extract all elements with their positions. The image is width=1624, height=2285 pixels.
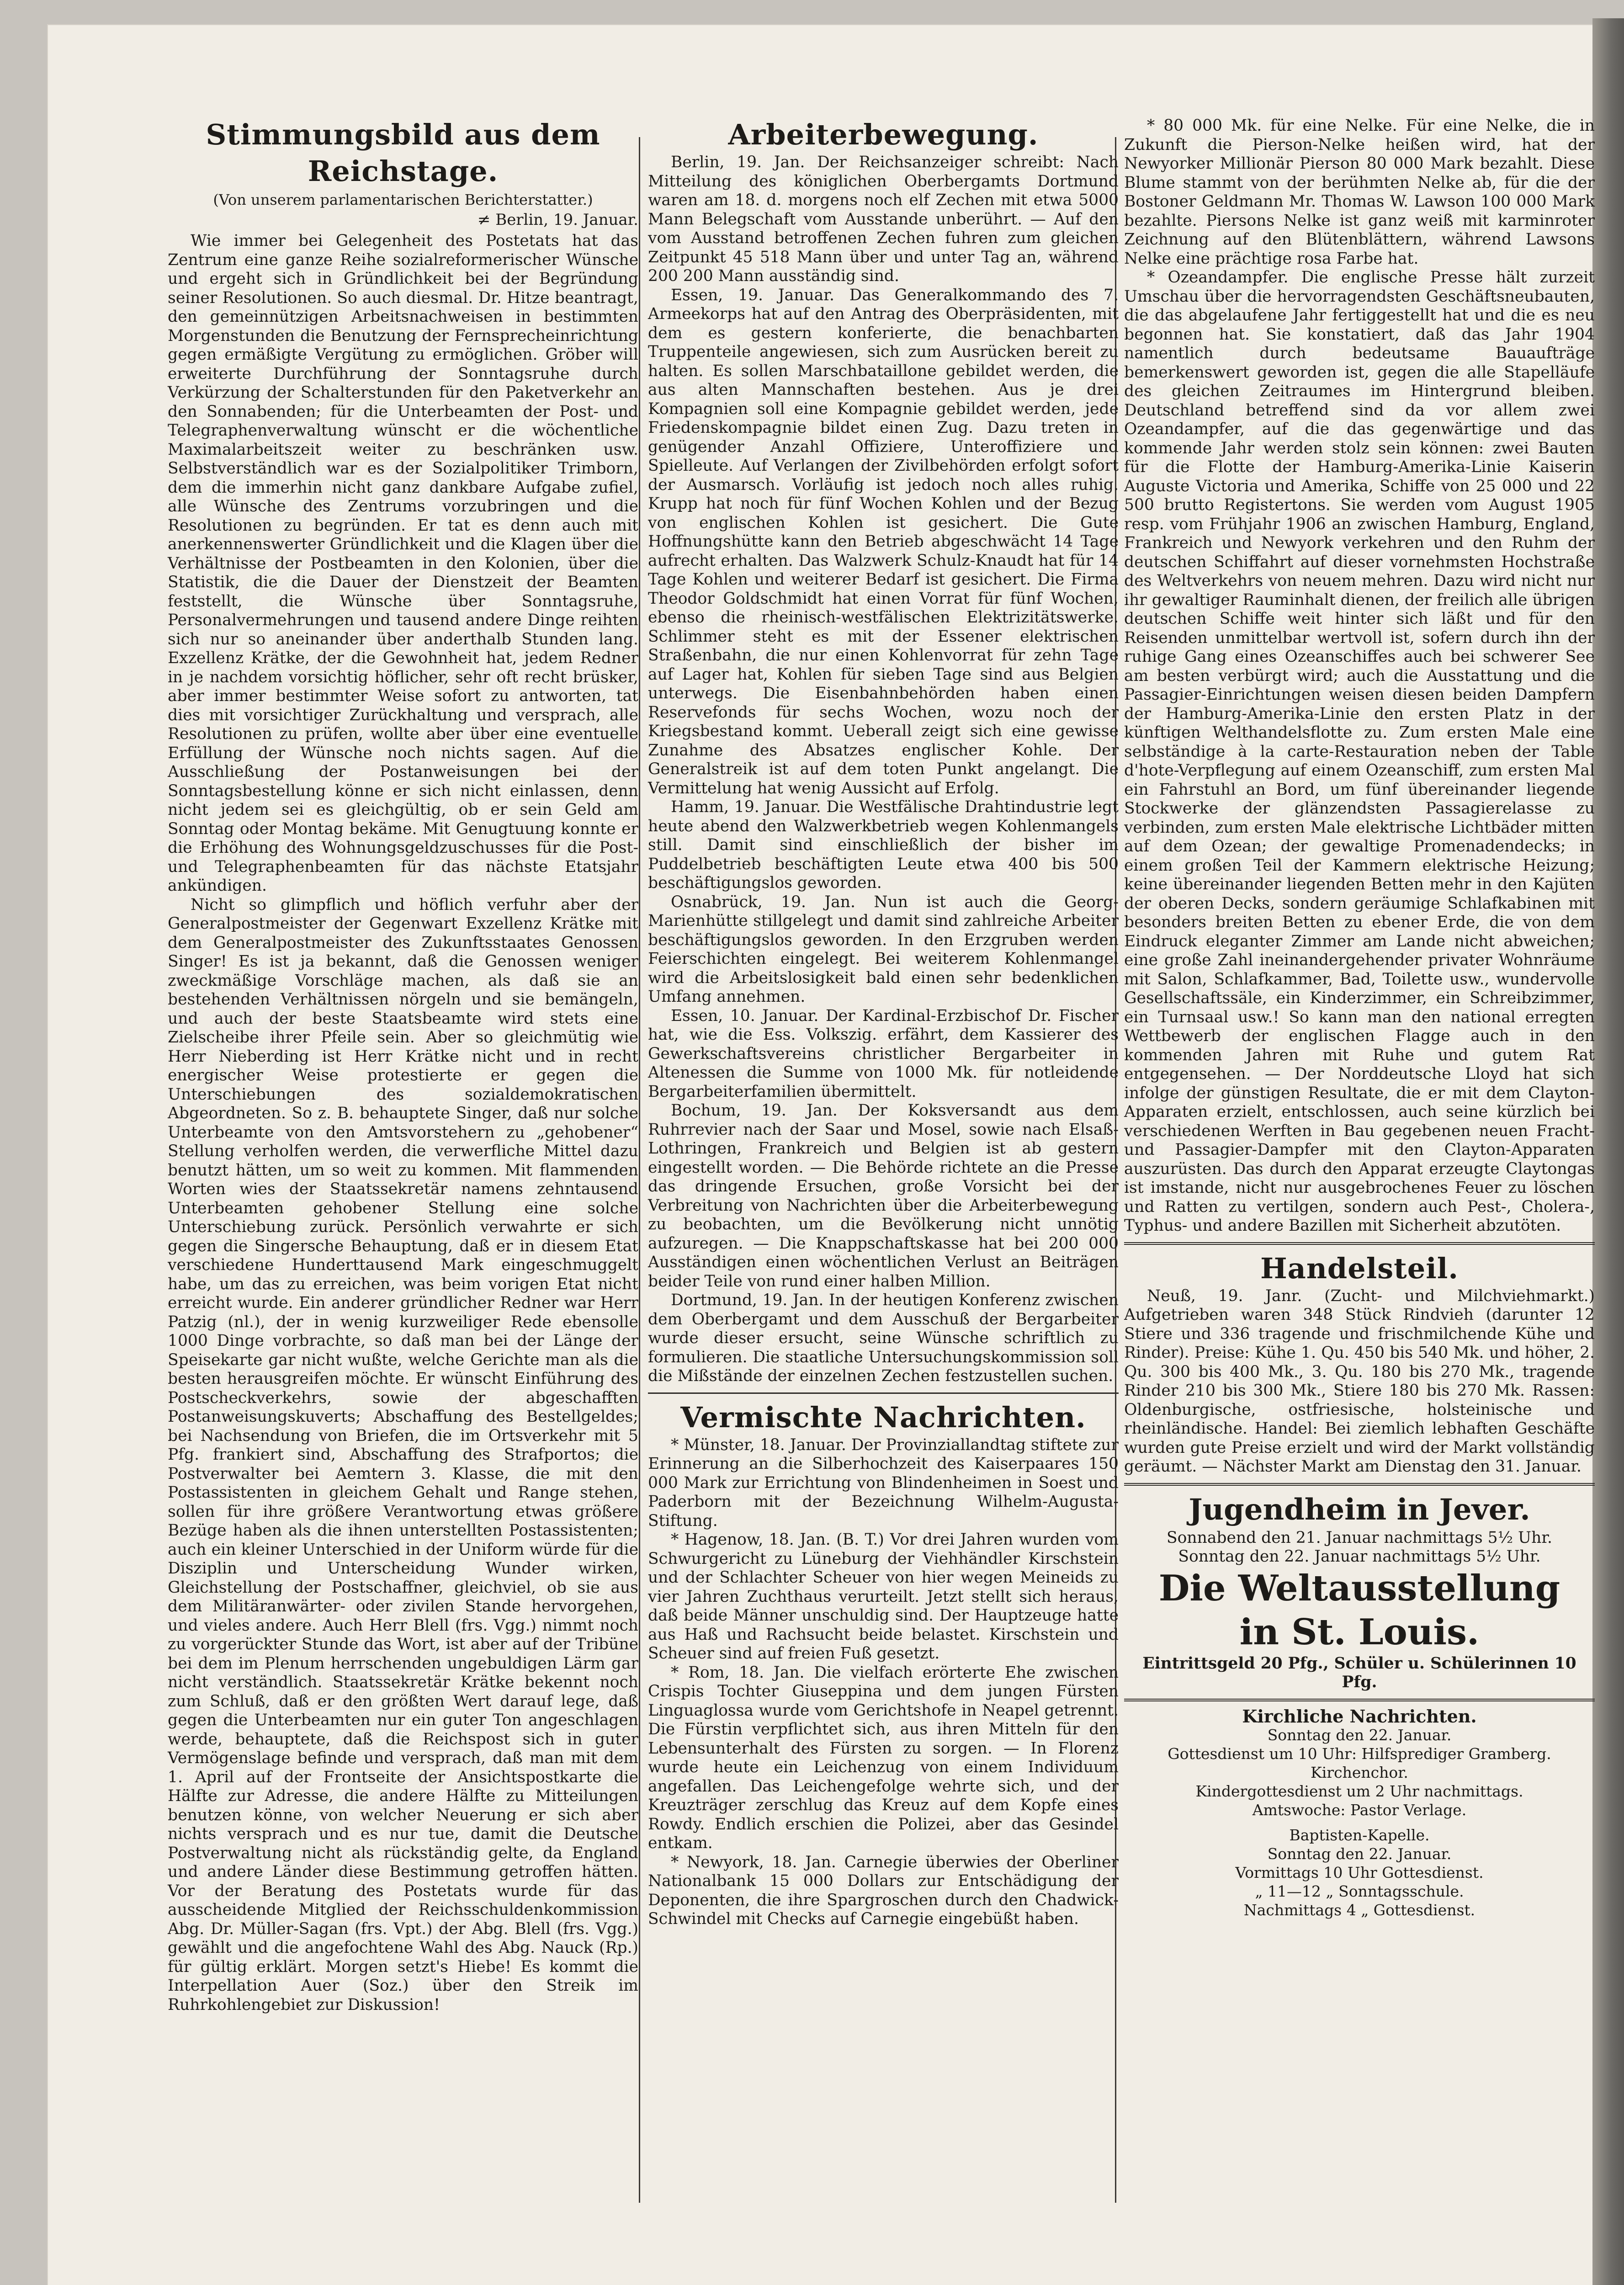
paragraph: * Münster, 18. Januar. Der Provinziallandtag stiftete zur Erinnerung an die Silberhochzeit des Kaiserpaares 150 000 Mark zur Errichtung von Blindenheimen in Soest und Paderborn mit der Bezeichnung Wilhelm-Augusta-Stiftung. xyxy=(648,1435,1119,1530)
section-title: Arbeiterbewegung. xyxy=(728,118,1039,151)
church-subtitle: Baptisten-Kapelle. xyxy=(1289,1826,1430,1844)
ad-headline: Die Weltausstellung xyxy=(1158,1567,1560,1609)
paragraph: Osnabrück, 19. Jan. Nun ist auch die Georg-Marienhütte stillgelegt und damit sind zahlreiche Arbeiter beschäftigungslos geworden. In den Erzgruben werden Feierschichten eingelegt. Bei weiterem Kohlenmangel wird die Arbeitslosigkeit bald einen sehr bedenklichen Umfang annehmen. xyxy=(648,893,1119,1006)
paragraph: Hamm, 19. Januar. Die Westfälische Drahtindustrie legt heute abend den Walzwerkbetrieb wegen Kohlenmangels still. Damit sind einschließlich der bisher im Puddelbetrieb beschäftigten Leute etwa 400 bis 500 beschäftigungslos geworden. xyxy=(648,798,1119,892)
church-line: Nachmittags 4 „ Gottesdienst. xyxy=(1243,1901,1475,1919)
column-rule-1 xyxy=(639,137,640,2203)
paragraph: Bochum, 19. Jan. Der Koksversandt aus dem Ruhrrevier nach der Saar und Mosel, sowie nach Elsaß-Lothringen, Frankreich und Belgien ist ab gestern eingestellt worden. — Die Behörde richtete an die Presse das dringende Ersuchen, große Vorsicht bei der Verbreitung von Nachrichten über die Arbeiterbewegung zu beobachten, um die Bevölkerung nicht unnötig aufzuregen. — Die Knappschaftskasse hat bei 200 000 Ausständigen einen wöchentlichen Verlust an Beiträgen beider Teile von rund einer halben Million. xyxy=(648,1101,1119,1291)
ad-title: Jugendheim in Jever. xyxy=(1189,1492,1530,1527)
paragraph: Essen, 10. Januar. Der Kardinal-Erzbischof Dr. Fischer hat, wie die Ess. Volkszig. erfährt, dem Kassierer des Gewerkschaftsvereins christlicher Bergarbeiter in Altenessen die Summe von 1000 Mk. für notleidende Bergarbeiterfamilien übermittelt. xyxy=(648,1006,1119,1101)
church-title: Kirchliche Nachrichten. xyxy=(1242,1706,1477,1727)
article-subtitle: (Von unserem parlamentarischen Berichterstatter.) xyxy=(213,191,593,208)
section-title: Handelsteil. xyxy=(1260,1251,1459,1285)
paragraph: Neuß, 19. Janr. (Zucht- und Milchviehmarkt.) Aufgetrieben waren 348 Stück Rindvieh (darunter 12 Stiere und 336 tragende und frischmilchende Kühe und Rinder). Preise: Kühe 1. Qu. 450 bis 540 Mk. und höher, 2. Qu. 300 bis 400 Mk., 3. Qu. 180 bis 270 Mk., tragende Rinder 210 bis 300 Mk., Stiere 180 bis 270 Mk. Rassen: Oldenburgische, ostfriesische, holsteinische und rheinländische. Handel: Bei ziemlich lebhaften Geschäfte wurden gute Preise erzielt und wird der Markt vollständig geräumt. — Nächster Markt am Dienstag den 31. Januar. xyxy=(1124,1286,1595,1476)
paragraph: Wie immer bei Gelegenheit des Postetats hat das Zentrum eine ganze Reihe sozialreformerischer Wünsche und ergeht sich in Gründlichkeit bei der Begründung seiner Resolutionen. So auch diesmal. Dr. Hitze beantragt, den gemeinnützigen Arbeitsnachweisen in bestimmten Morgenstunden die Benutzung der Fernsprecheinrichtung gegen ermäßigte Vergütung zu ermöglichen. Gröber will erweiterte Durchführung der Sonntagsruhe durch Verkürzung der Schalterstunden für den Paketverkehr an den Sonnabenden; für die Unterbeamten der Post- und Telegraphenverwaltung wünscht er die wöchentliche Maximalarbeitszeit weiter zu beschränken usw. Selbstverständlich war es der Sozialpolitiker Trimborn, dem die immerhin nicht ganz dankbare Aufgabe zufiel, alle Wünsche des Zentrums vorzubringen und die Resolutionen zu begründen. Er tat es denn auch mit anerkennenswerter Gründlichkeit und die Klagen über die Verhältnisse der Postbeamten in den Kolonien, über die Statistik, die die Dauer der Dienstzeit der Beamten feststellt, die Wünsche über Sonntagsruhe, Personalvermehrungen und tausend andere Dinge reihten sich nur so aneinander über anderthalb Stunden lang. Exzellenz Krätke, der die Gewohnheit hat, jedem Redner in je nachdem vorsichtig höflicher, sehr oft recht brüsker, aber immer bestimmter Weise sofort zu antworten, tat dies mit vorsichtiger Zurückhaltung und versprach, alle Resolutionen zu prüfen, wollte aber über eine eventuelle Erfüllung der Wünsche noch nichts sagen. Auf die Ausschließung der Postanweisungen bei der Sonntagsbestellung könne er sich nicht einlassen, denn nicht jedem sei es gleichgültig, ob er sein Geld am Sonntag oder Montag bekäme. Mit Genugtuung konnte er die Erhöhung des Wohnungsgeldzuschusses für die Post- und Telegraphenbeamten für das nächste Etatsjahr ankündigen. xyxy=(168,232,638,895)
paragraph: Dortmund, 19. Jan. In der heutigen Konferenz zwischen dem Oberbergamt und dem Ausschuß der Bergarbeiter wurde dieser ersucht, seine Wünsche schriftlich zu formulieren. Die staatliche Untersuchungskommission soll die Mißstände der einzelnen Zechen festzustellen suchen. xyxy=(648,1291,1119,1385)
paragraph: Berlin, 19. Jan. Der Reichsanzeiger schreibt: Nach Mitteilung des königlichen Oberbergamts Dortmund waren am 18. d. morgens noch elf Zechen mit etwa 5000 Mann Belegschaft vom Ausstande unberührt. — Auf den vom Ausstand betroffenen Zechen fuhren zum gleichen Zeitpunkt 45 518 Mann über und unter Tag an, während 200 200 Mann ausständig sind. xyxy=(648,153,1119,285)
section-divider xyxy=(1124,1699,1595,1701)
church-line: Vormittags 10 Uhr Gottesdienst. xyxy=(1235,1863,1484,1881)
church-line: „ 11—12 „ Sonntagsschule. xyxy=(1255,1882,1464,1900)
column-reichstag xyxy=(168,117,638,2014)
church-line: Kindergottesdienst um 2 Uhr nachmittags. xyxy=(1195,1782,1523,1800)
ad-line: Sonntag den 22. Januar nachmittags 5½ Uhr. xyxy=(1178,1547,1541,1566)
church-line: Gottesdienst um 10 Uhr: Hilfsprediger Gramberg. xyxy=(1168,1744,1551,1763)
paragraph: * Ozeandampfer. Die englische Presse hält zurzeit Umschau über die hervorragendsten Geschäftsneubauten, die das abgelaufene Jahr fertiggestellt hat und die es neu begonnen hat. Sie konstatiert, daß das Jahr 1904 namentlich durch bedeutsame Bauaufträge bemerkenswert geworden ist, gegen die alle Stapelläufe des gleichen Zeitraumes im Hintergrund bleiben. Deutschland betreffend sind da vor allem zwei Ozeandampfer, auf die das gegenwärtige und das kommende Jahr werden stolz sein können: zwei Bauten für die Flotte der Hamburg-Amerika-Linie Kaiserin Auguste Victoria und Amerika, Schiffe von 25 000 und 22 500 brutto Registertons. Sie werden vom August 1905 resp. vom Frühjahr 1906 an zwischen Hamburg, England, Frankreich und Newyork verkehren und den Ruhm der deutschen Schiffahrt auf dieser vornehmsten Hochstraße des Weltverkehrs von neuem mehren. Dazu wird nicht nur ihr gewaltiger Rauminhalt dienen, der freilich alle übrigen deutschen Schiffe weit hinter sich läßt und für den Reisenden unmittelbar wertvoll ist, sofern durch ihn der ruhige Gang eines Ozeanschiffes auch bei schwerer See am besten verbürgt wird; auch die Ausstattung und die Passagier-Einrichtungen weisen diesen beiden Dampfern der Hamburg-Amerika-Linie den ersten Platz in der künftigen Welthandelsflotte zu. Zum ersten Male eine selbständige à la carte-Restauration neben der Table d'hote-Verpflegung auf einem Ozeanschiff, zum ersten Mal ein Fahrstuhl an Bord, um fünf übereinander liegende Stockwerke der glänzendsten Passagierelasse zu verbinden, zum ersten Male elektrische Lichtbäder mitten auf dem Ozean; der gewaltige Promenadendecks; in einem großen Teil der Kammern elektrische Heizung; keine übereinander liegenden Betten mehr in den Kajüten der oberen Decks, sondern geräumige Schlafkabinen mit besonders breiten Betten zu ebener Erde, die von dem Eindruck eleganter Zimmer am Lande nicht abweichen; eine große Zahl ineinandergehender privater Wohnräume mit Salon, Schlafkammer, Bad, Toilette usw., wundervolle Gesellschaftssäle, ein Kinderzimmer, ein Schreibzimmer, ein Turnsaal usw.! So kann man den national erregten Wettbewerb der englischen Flagge auch in den kommenden Jahren mit Ruhe und gutem Rat entgegensehen. — Der Norddeutsche Lloyd hat sich infolge der günstigen Resultate, die er mit dem Clayton-Apparaten erzielt, entschlossen, auch seine kürzlich bei verschiedenen Werften in Bau gegebenen neuen Fracht- und Passagier-Dampfer mit den Clayton-Apparaten auszurüsten. Das durch den Apparat erzeugte Claytongas ist imstande, nicht nur ausgebrochenes Feuer zu löschen und Ratten zu vertilgen, sondern auch Pest-, Cholera-, Typhus- und andere Bazillen mit Sicherheit abzutöten. xyxy=(1124,268,1595,1235)
paragraph: * Rom, 18. Jan. Die vielfach erörterte Ehe zwischen Crispis Tochter Giuseppina und dem jungen Fürsten Linguaglossa wurde vom Gerichtshofe in Neapel getrennt. Die Fürstin verpflichtet sich, aus ihren Mitteln für den Lebensunterhalt des Fürsten zu sorgen. — In Florenz wurde heute ein Leichenzug von einem Individuum angefallen. Das Leichengefolge wehrte sich, und der Kreuzträger zerschlug das Kreuz auf dem Kopfe eines Rowdy. Endlich erschien die Polizei, aber das Gesindel entkam. xyxy=(648,1663,1119,1852)
article-title: Stimmungsbild aus dem Reichstage. xyxy=(206,118,600,188)
ad-line: Sonnabend den 21. Januar nachmittags 5½ Uhr. xyxy=(1166,1528,1553,1547)
advertisement-jugendheim xyxy=(1124,1491,1595,1692)
church-line: Amtswoche: Pastor Verlage. xyxy=(1252,1801,1467,1819)
church-line: Sonntag den 22. Januar. xyxy=(1267,1726,1452,1744)
paragraph: * Newyork, 18. Jan. Carnegie überwies der Oberliner Nationalbank 15 000 Dollars zur Entschädigung der Deponenten, die ihre Spargroschen durch den Chadwick-Schwindel mit Checks auf Carnegie eingebüßt haben. xyxy=(648,1853,1119,1928)
paragraph: * Hagenow, 18. Jan. (B. T.) Vor drei Jahren wurden vom Schwurgericht zu Lüneburg der Viehhändler Kirschstein und der Schlachter Scheuer von hier wegen Meineids zu vier Jahren Zuchthaus verurteilt. Jetzt stellt sich heraus, daß beide Männer unschuldig sind. Der Hauptzeuge hatte aus Haß und Rachsucht beide belastet. Kirschstein und Scheuer sind auf freien Fuß gesetzt. xyxy=(648,1530,1119,1663)
column-arbeiterbewegung xyxy=(648,117,1119,1929)
book-binding xyxy=(1592,18,1624,2285)
paragraph: Nicht so glimpflich und höflich verfuhr aber der Generalpostmeister der Gegenwart Exzellenz Krätke mit dem Generalpostmeister des Zukunftsstaates Genossen Singer! Es ist ja bekannt, daß die Genossen weniger zweckmäßige Vorschläge machen, als daß sie an bestehenden Verhältnissen nörgeln und sie bemängeln, und auch der beste Staatsbeamte wird stets eine Zielscheibe ihrer Pfeile sein. Aber so gleichmütig wie Herr Nieberding ist Herr Krätke nicht und in recht energischer Weise protestierte er gegen die Unterschiebungen des sozialdemokratischen Abgeordneten. So z. B. behauptete Singer, daß nur solche Unterbeamte von den Amtsvorstehern zu „gehobener“ Stellung verholfen werden, die verwerfliche Mittel dazu benutzt hätten, um so weit zu kommen. Mit flammenden Worten wies der Staatssekretär namens zehntausend Unterbeamten gehobener Stellung eine solche Unterschiebung zurück. Persönlich verwahrte er sich gegen die Singersche Behauptung, daß er in diesem Etat verschiedene Hunderttausend Mark eingeschmuggelt habe, um das zu erreichen, was beim vorigen Etat nicht erreicht wurde. Ein anderer gründlicher Redner war Herr Patzig (nl.), der in wenig kurzweiliger Rede ebensolle 1000 Dinge vorbrachte, so daß man bei der Länge der Speisekarte gar nicht wußte, welche Gerichte man als die besten herausgreifen möchte. Er wünscht Einführung des Postscheckverkehrs, sowie der abgeschafften Postanweisungskuverts; Abschaffung des Bestellgeldes; bei Nachsendung von Briefen, die im Ortsverkehr mit 5 Pfg. frankiert sind, Abschaffung des Strafportos; die Postverwalter bei Aemtern 3. Klasse, die mit den Postassistenten in gleichem Gehalt und Range stehen, sollen für ihre größere Verantwortung etwas größere Bezüge haben als die ihnen unterstellten Postassistenten; auch ein kleiner Unterschied in der Uniform würde für die Disziplin und Unterscheidung Wunder wirken, Gleichstellung der Postschaffner, gleichviel, ob sie aus dem Militäranwärter- oder zivilen Stande hervorgehen, und vieles andere. Auch Herr Blell (frs. Vgg.) nimmt noch zu vorgerückter Stunde das Wort, ist aber auf der Tribüne bei dem im Plenum herrschenden ungebuldigen Lärm gar nicht verständlich. Staatssekretär Krätke bekennt noch zum Schluß, daß er den größten Wert darauf lege, daß gegen die Unterbeamten nur ein guter Ton angeschlagen werde, behauptete, daß die Reichspost sich in guter Vermögenslage befinde und versprach, daß man mit dem 1. April auf der Frontseite der Ansichtspostkarte die Hälfte zur Adresse, die andere Hälfte zu Mitteilungen benutzen könne, von welcher Neuerung er sich aber nichts versprach und es nur tue, damit die Deutsche Postverwaltung nicht als rückständig gelte, da England und andere Länder diese Bestimmung getroffen hätten. Vor der Beratung des Postetats wurde für das ausscheidende Mitglied der Reichsschuldenkommission Abg. Dr. Müller-Sagan (frs. Vpt.) der Abg. Blell (frs. Vgg.) gewählt und die angefochtene Wahl des Abg. Nauck (Rp.) für gültig erklärt. Morgen setzt's Hiebe! Es kommt die Interpellation Auer (Soz.) über den Streik im Ruhrkohlengebiet zur Diskussion! xyxy=(168,895,638,2014)
church-line: Kirchenchor. xyxy=(1311,1763,1408,1781)
ad-headline: in St. Louis. xyxy=(1239,1611,1480,1653)
section-divider xyxy=(1124,1242,1595,1245)
church-line: Sonntag den 22. Januar. xyxy=(1267,1844,1452,1863)
section-title: Vermischte Nachrichten. xyxy=(680,1400,1086,1434)
section-divider xyxy=(648,1392,1119,1394)
paragraph: Essen, 19. Januar. Das Generalkommando des 7. Armeekorps hat auf den Antrag des Oberpräsidenten, mit dem es gestern konferierte, die benachbarten Truppenteile angewiesen, sich zum Ausrücken bereit zu halten. Es sollen Marschbataillone gebildet werden, die aus alten Mannschaften bestehen. Aus je drei Kompagnien soll eine Kompagnie gebildet werden, jede Friedenskompagnie bildet einen Zug. Dazu treten in genügender Anzahl Offiziere, Unteroffiziere und Spielleute. Auf Verlangen der Zivilbehörden erfolgt sofort der Ausmarsch. Vorläufig ist jedoch noch alles ruhig. Krupp hat noch für fünf Wochen Kohlen und der Bezug von englischen Kohlen ist gesichert. Die Gute Hoffnungshütte kann den Betrieb abgeschwächt 14 Tage aufrecht erhalten. Das Walzwerk Schulz-Knaudt hat für 14 Tage Kohlen und weiterer Bedarf ist gesichert. Die Firma Theodor Goldschmidt hat einen Vorrat für fünf Wochen, ebenso die rheinisch-westfälischen Elektrizitätswerke. Schlimmer steht es mit der Essener elektrischen Straßenbahn, die nur einen Kohlenvorrat für zehn Tage auf Lager hat, Kohlen für sieben Tage sind aus Belgien unterwegs. Die Eisenbahnbehörden haben einen Reservefonds für sechs Wochen, wozu noch der Kriegsbestand kommt. Ueberall zeigt sich eine gewisse Zunahme des Absatzes englischer Kohle. Der Generalstreik ist auf dem toten Punkt angelangt. Die Vermittelung hat wenig Aussicht auf Erfolg. xyxy=(648,286,1119,797)
paragraph: * 80 000 Mk. für eine Nelke. Für eine Nelke, die in Zukunft die Pierson-Nelke heißen wird, hat der Newyorker Millionär Pierson 80 000 Mark bezahlt. Diese Blume stammt von der berühmten Nelke ab, für die der Bostoner Geldmann Mr. Thomas W. Lawson 100 000 Mark bezahlte. Piersons Nelke ist ganz weiß mit karminroter Zeichnung auf den Blütenblättern, während Lawsons Nelke eine prächtige rosa Farbe hat. xyxy=(1124,117,1595,268)
column-miscellany xyxy=(1124,117,1595,1919)
ad-footer: Eintrittsgeld 20 Pfg., Schüler u. Schülerinnen 10 Pfg. xyxy=(1142,1654,1576,1691)
dateline: ≠ Berlin, 19. Januar. xyxy=(477,211,638,229)
section-divider xyxy=(1124,1483,1595,1486)
church-notices xyxy=(1124,1707,1595,1919)
